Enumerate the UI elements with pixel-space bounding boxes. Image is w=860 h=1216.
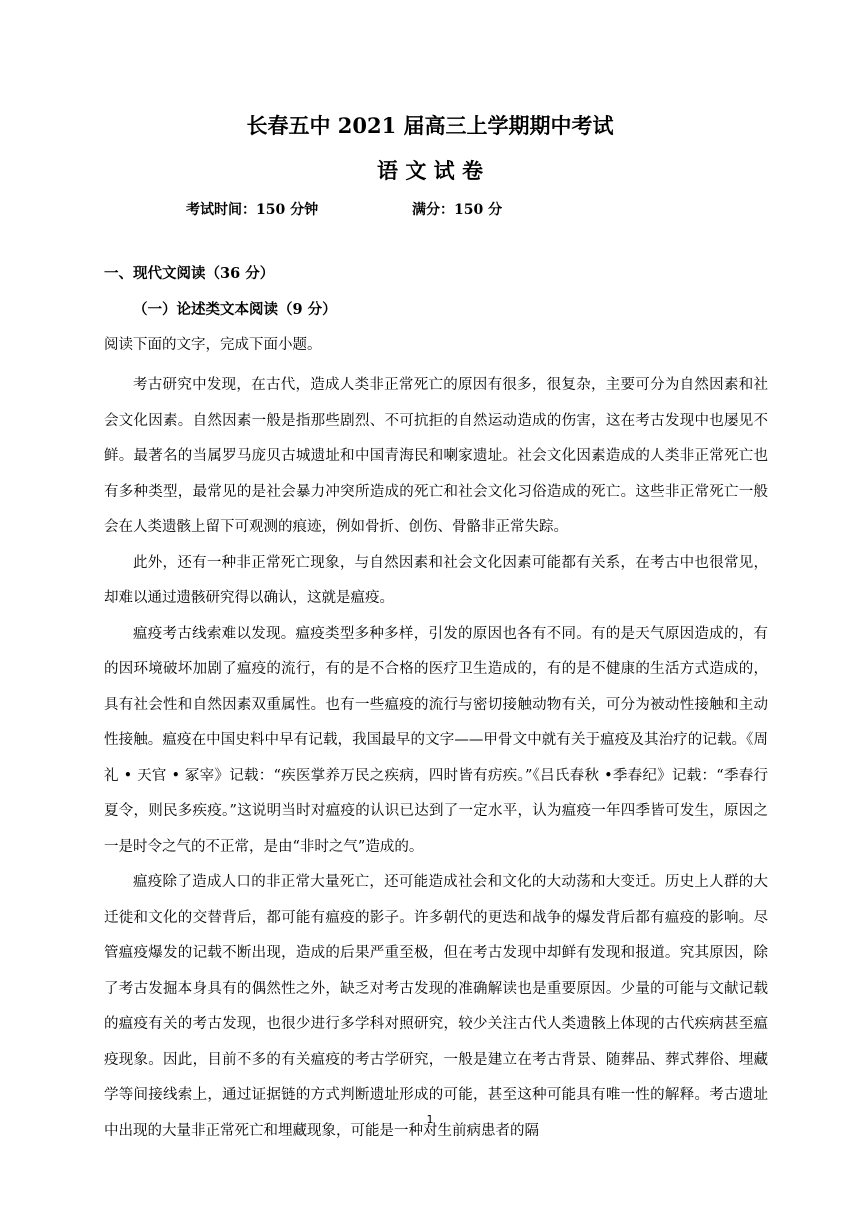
passage-paragraph: 此外，还有一种非正常死亡现象，与自然因素和社会文化因素可能都有关系，在考古中也很常见，却难以通过遗骸研究得以确认，这就是瘟疫。 <box>104 554 768 606</box>
full-score: 满分：150 分 <box>412 202 503 218</box>
passage-paragraph: 瘟疫考古线索难以发现。瘟疫类型多种多样，引发的原因也各有不同。有的是天气原因造成的，有的因环境破坏加剧了瘟疫的流行，有的是不合格的医疗卫生造成的，有的是不健康的生活方式造成的，具有社会性和自然因素双重属性。也有一些瘟疫的流行与密切接触动物有关，可分为被动性接触和主动性接触。瘟疫在中国史料中早有记载，我国最早的文字——甲骨文中就有关于瘟疫及其治疗的记载。《周礼 • 天官 • 冢宰》记载：“疾医掌养万民之疾病，四时皆有疠疾。”《吕氏春秋 •季春纪》记载：“季春行夏令，则民多疾疫。”这说明当时对瘟疫的认识已达到了一定水平，认为瘟疫一年四季皆可发生，原因之一是时令之气的不正常，是由“非时之气”造成的。 <box>104 625 768 855</box>
passage-paragraph: 瘟疫除了造成人口的非正常大量死亡，还可能造成社会和文化的大动荡和大变迁。历史上人群的大迁徙和文化的交替背后，都可能有瘟疫的影子。许多朝代的更迭和战争的爆发背后都有瘟疫的影响。尽管瘟疫爆发的记载不断出现，造成的后果严重至极，但在考古发现中却鲜有发现和报道。究其原因，除了考古发掘本身具有的偶然性之外，缺乏对考古发现的准确解读也是重要原因。少量的可能与文献记载的瘟疫有关的考古发现，也很少进行多学科对照研究，较少关注古代人类遗骸上体现的古代疾病甚至瘟疫现象。因此，目前不多的有关瘟疫的考古学研究，一般是建立在考古背景、随葬品、葬式葬俗、埋藏学等间接线索上，通过证据链的方式判断遗址形成的可能，甚至这种可能具有唯一性的解释。考古遗址中出现的大量非正常死亡和埋藏现象，可能是一种对生前病患者的隔 <box>104 874 768 1139</box>
reading-passage <box>104 368 768 1149</box>
passage-paragraph: 考古研究中发现，在古代，造成人类非正常死亡的原因有很多，很复杂，主要可分为自然因素和社会文化因素。自然因素一般是指那些剧烈、不可抗拒的自然运动造成的伤害，这在考古发现中也屡见不鲜。最著名的当属罗马庞贝古城遗址和中国青海民和喇家遗址。社会文化因素造成的人类非正常死亡也有多种类型，最常见的是社会暴力冲突所造成的死亡和社会文化习俗造成的死亡。这些非正常死亡一般会在人类遗骸上留下可观测的痕迹，例如骨折、创伤、骨骼非正常失踪。 <box>104 377 768 535</box>
reading-instruction: 阅读下面的文字，完成下面小题。 <box>104 337 322 353</box>
section-heading: 一、现代文阅读（36 分） <box>104 265 275 282</box>
exam-time: 考试时间：150 分钟 <box>186 202 319 218</box>
exam-subtitle: 语 文 试 卷 <box>377 158 483 183</box>
exam-title: 长春五中 2021 届高三上学期期中考试 <box>246 113 614 138</box>
sub-heading: （一）论述类文本阅读（9 分） <box>133 301 337 318</box>
page-number: 1 <box>426 1113 434 1126</box>
